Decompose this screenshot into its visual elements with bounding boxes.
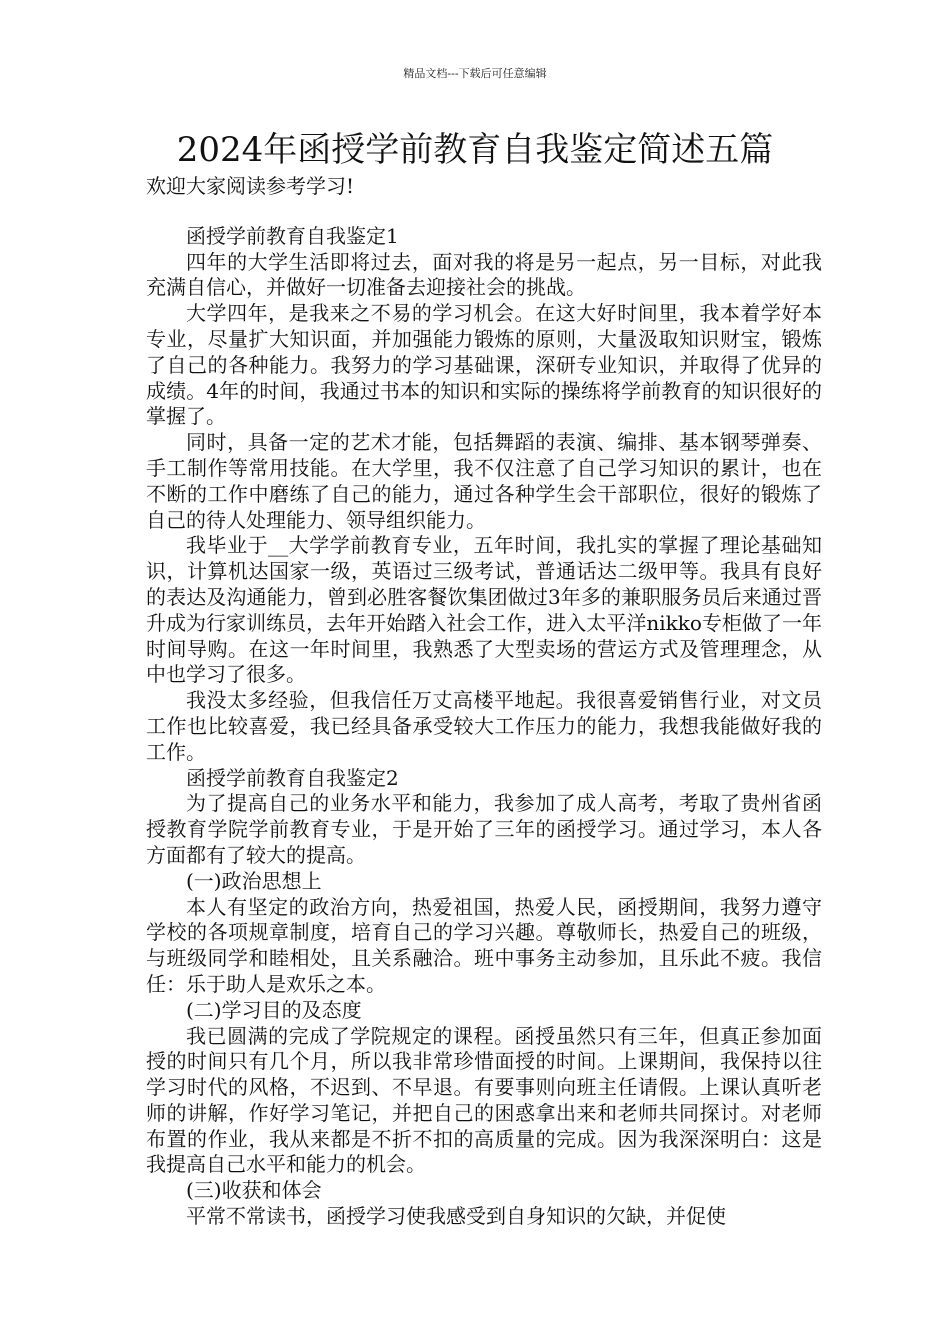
body-paragraph: 平常不常读书，函授学习使我感受到自身知识的欠缺，并促使 <box>186 1204 726 1229</box>
document-title: 2024年函授学前教育自我鉴定简述五篇 <box>176 130 774 170</box>
document-body <box>146 174 822 1230</box>
subsection-heading: (一)政治思想上 <box>186 868 322 893</box>
body-paragraph: 我已圆满的完成了学院规定的课程。函授虽然只有三年，但真正参加面授的时间只有几个月，所以我非常珍惜面授的时间。上课期间，我保持以往学习时代的风格，不迟到、不早退。有要事则向班主任请假。上课认真听老师的讲解，作好学习笔记，并把自己的困惑拿出来和老师共同探讨。对老师布置的作业，我从来都是不折不扣的高质量的完成。因为我深深明白：这是我提高自己水平和能力的机会。 <box>146 1023 822 1177</box>
section-heading: 函授学前教育自我鉴定2 <box>186 765 399 790</box>
body-paragraph: 大学四年，是我来之不易的学习机会。在这大好时间里，我本着学好本专业，尽量扩大知识面，并加强能力锻炼的原则，大量汲取知识财宝，锻炼了自己的各种能力。我努力的学习基础课，深研专业知识，并取得了优异的成绩。4年的时间，我通过书本的知识和实际的操练将学前教育的知识很好的掌握了。 <box>146 301 822 429</box>
body-paragraph: 四年的大学生活即将过去，面对我的将是另一起点，另一目标，对此我充满自信心，并做好一切准备去迎接社会的挑战。 <box>146 249 822 300</box>
header-note: 精品文档---下载后可任意编辑 <box>403 67 547 80</box>
subsection-heading: (三)收获和体会 <box>186 1178 322 1203</box>
section-heading: 函授学前教育自我鉴定1 <box>186 223 399 248</box>
body-paragraph: 本人有坚定的政治方向，热爱祖国，热爱人民，函授期间，我努力遵守学校的各项规章制度，培育自己的学习兴趣。尊敬师长，热爱自己的班级，与班级同学和睦相处，且关系融洽。班中事务主动参加，且乐此不疲。我信任：乐于助人是欢乐之本。 <box>146 894 822 996</box>
body-paragraph: 我毕业于__大学学前教育专业，五年时间，我扎实的掌握了理论基础知识，计算机达国家一级，英语过三级考试，普通话达二级甲等。我具有良好的表达及沟通能力，曾到必胜客餐饮集团做过3年多的兼职服务员后来通过晋升成为行家训练员，去年开始踏入社会工作，进入太平洋nikko专柜做了一年时间导购。在这一年时间里，我熟悉了大型卖场的营运方式及管理理念，从中也学习了很多。 <box>146 533 822 687</box>
subsection-heading: (二)学习目的及态度 <box>186 997 362 1022</box>
body-paragraph: 我没太多经验，但我信任万丈高楼平地起。我很喜爱销售行业，对文员工作也比较喜爱，我已经具备承受较大工作压力的能力，我想我能做好我的工作。 <box>146 688 822 764</box>
intro-text: 欢迎大家阅读参考学习! <box>146 174 355 198</box>
body-paragraph: 同时，具备一定的艺术才能，包括舞蹈的表演、编排、基本钢琴弹奏、手工制作等常用技能。在大学里，我不仅注意了自己学习知识的累计，也在不断的工作中磨练了自己的能力，通过各种学生会干部职位，很好的锻炼了自己的待人处理能力、领导组织能力。 <box>146 430 822 532</box>
body-paragraph: 为了提高自己的业务水平和能力，我参加了成人高考，考取了贵州省函授教育学院学前教育专业，于是开始了三年的函授学习。通过学习，本人各方面都有了较大的提高。 <box>146 791 822 867</box>
